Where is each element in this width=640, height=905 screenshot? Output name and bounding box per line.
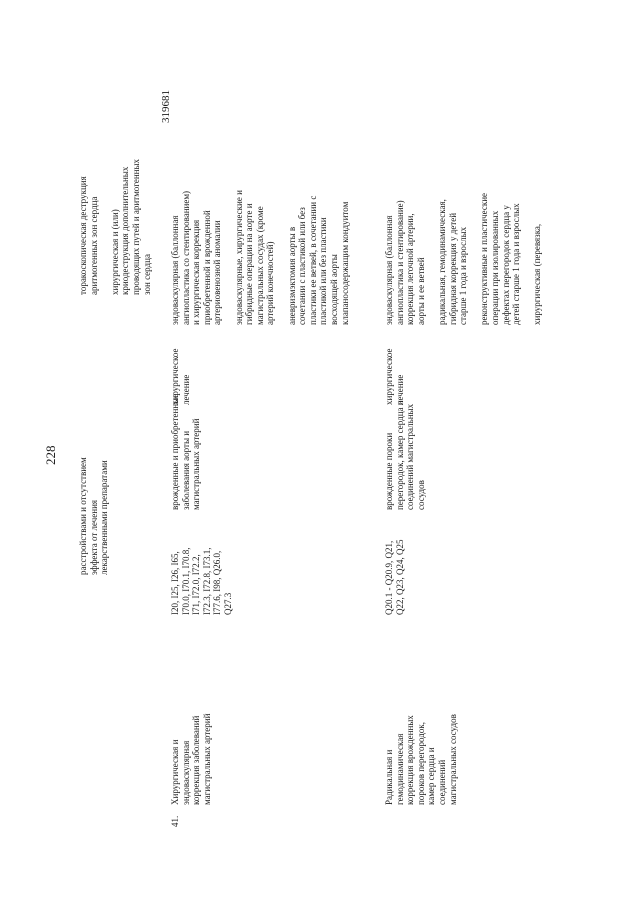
row-41-name: Хирургическая и эндоваскулярная коррекция заболеваний магистральных артерий [170, 713, 212, 805]
row-41-method: эндоваскулярная (баллонная ангиопластика со стентированием) и хирургическая коррекция приобретенной и врожденной артериовенозной аномалии эндоваскулярные, хирургические и гибридные операции на аорте и магистральных сосудах (кроме артерий конечностей) аневризмэктомия аорты в сочетании с пластикой или без пластики ее ветвей, в сочетании с пластикой или без пластики восходящей аорты клапаносодержащим кондуитом [170, 190, 350, 325]
row-congenital-codes: Q20.1 - Q20.9, Q21, Q22, Q23, Q24, Q25 [384, 539, 405, 615]
row-41-model: врожденные и приобретенные заболевания аорты и магистральных артерий [170, 393, 202, 510]
row-congenital-name: Радикальная и гемодинамическая коррекция врожденных пороков перегородок, камер сердца и соединений магистральных сосудов [384, 714, 458, 805]
row-congenital-treatment-type: хирургическое лечение [384, 348, 405, 405]
document-id: 319681 [160, 90, 172, 123]
page-number: 228 [43, 445, 58, 465]
row-continuation-method: торакоскопическая деструкция аритмогенных зон сердца хирургическая и (или) криодеструкция дополнительных проводящих путей и аритмогенных зон сердца [78, 158, 152, 295]
row-41-codes: I20, I25, I26, I65, I70.0, I70.1, I70.8, I71, I72.0, I72.2, I72.3, I72.8, I73.1, I77.6, I98, Q26.0, Q27.3 [170, 547, 233, 615]
row-congenital-method: эндоваскулярная (баллонная ангиопластика и стентирование) коррекция легочной артерии, аорты и ее ветвей радикальная, гемодинамическая, гибридная коррекция у детей старше 1 года и взрослых реконструктивные и пластические операции при изолированных дефектах перегородок сердца у детей старше 1 года и взрослых хирургическая (перевязка, [384, 192, 543, 325]
row-continuation-model: расстройствами и отсутствием эффекта от лечения лекарственными препаратами [78, 457, 110, 575]
row-congenital-model: врожденные пороки перегородок, камер сердца и соединений магистральных сосудов [384, 400, 426, 510]
row-41-number: 41. [170, 815, 180, 827]
row-41-treatment-type: хирургическое лечение [170, 348, 191, 405]
